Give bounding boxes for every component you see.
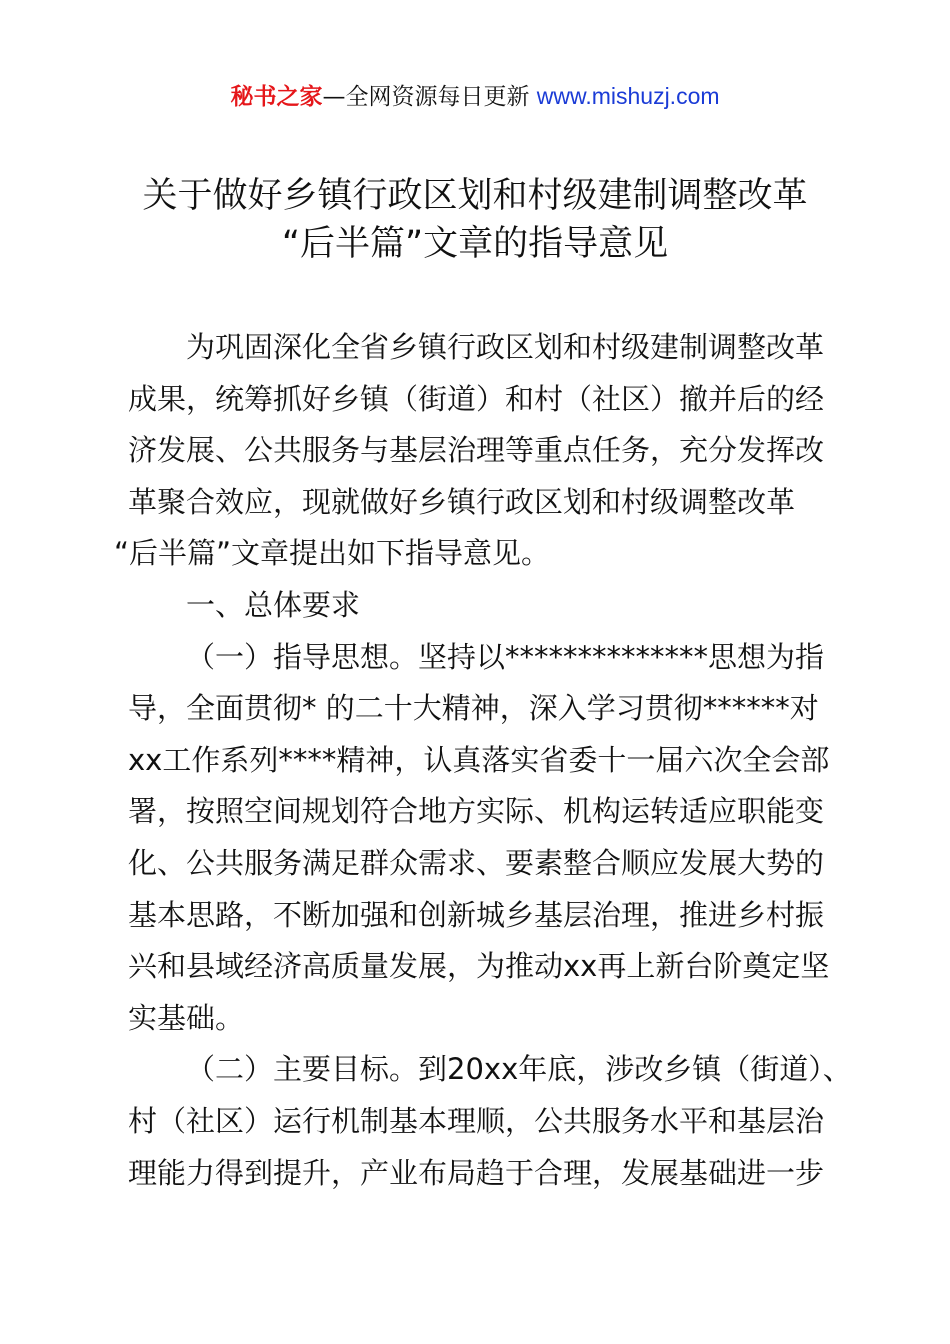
body-line: 署，按照空间规划符合地方实际、机构运转适应职能变 xyxy=(128,794,825,829)
section-heading: 一、总体要求 xyxy=(186,587,361,622)
body-line: 成果，统筹抓好乡镇（街道）和村（社区）撤并后的经 xyxy=(128,381,825,416)
site-header xyxy=(0,80,950,113)
title-line-2: “后半篇”文章的指导意见 xyxy=(281,224,669,264)
body-line: 基本思路，不断加强和创新城乡基层治理，推进乡村振 xyxy=(128,897,825,932)
body-line: （一）指导思想。坚持以**************思想为指 xyxy=(186,639,825,674)
body-line: 济发展、公共服务与基层治理等重点任务，充分发挥改 xyxy=(128,433,825,468)
site-url-link[interactable]: www.mishuzj.com xyxy=(536,83,720,109)
body-line: （二）主要目标。到20xx年底，涉改乡镇（街道）、 xyxy=(186,1052,852,1087)
site-tagline: —全网资源每日更新 xyxy=(322,84,537,110)
body-line: 为巩固深化全省乡镇行政区划和村级建制调整改革 xyxy=(186,330,825,364)
title-line-1: 关于做好乡镇行政区划和村级建制调整改革 xyxy=(142,176,808,216)
body-line: xx工作系列****精神，认真落实省委十一届六次全会部 xyxy=(128,742,830,777)
body-line: 村（社区）运行机制基本理顺，公共服务水平和基层治 xyxy=(128,1103,825,1138)
document-title xyxy=(60,172,890,268)
body-line: 兴和县域经济高质量发展，为推动xx再上新台阶奠定坚 xyxy=(128,949,830,984)
body-line: 化、公共服务满足群众需求、要素整合顺应发展大势的 xyxy=(128,845,825,880)
body-line: 革聚合效应，现就做好乡镇行政区划和村级调整改革 xyxy=(128,484,796,519)
body-line: 理能力得到提升，产业布局趋于合理，发展基础进一步 xyxy=(128,1155,825,1190)
document-body xyxy=(114,322,852,1199)
body-line: 导，全面贯彻* 的二十大精神，深入学习贯彻******对 xyxy=(128,691,819,726)
body-line: 实基础。 xyxy=(128,1000,245,1035)
body-line: “后半篇”文章提出如下指导意见。 xyxy=(114,536,551,571)
site-brand: 秘书之家 xyxy=(230,84,323,110)
